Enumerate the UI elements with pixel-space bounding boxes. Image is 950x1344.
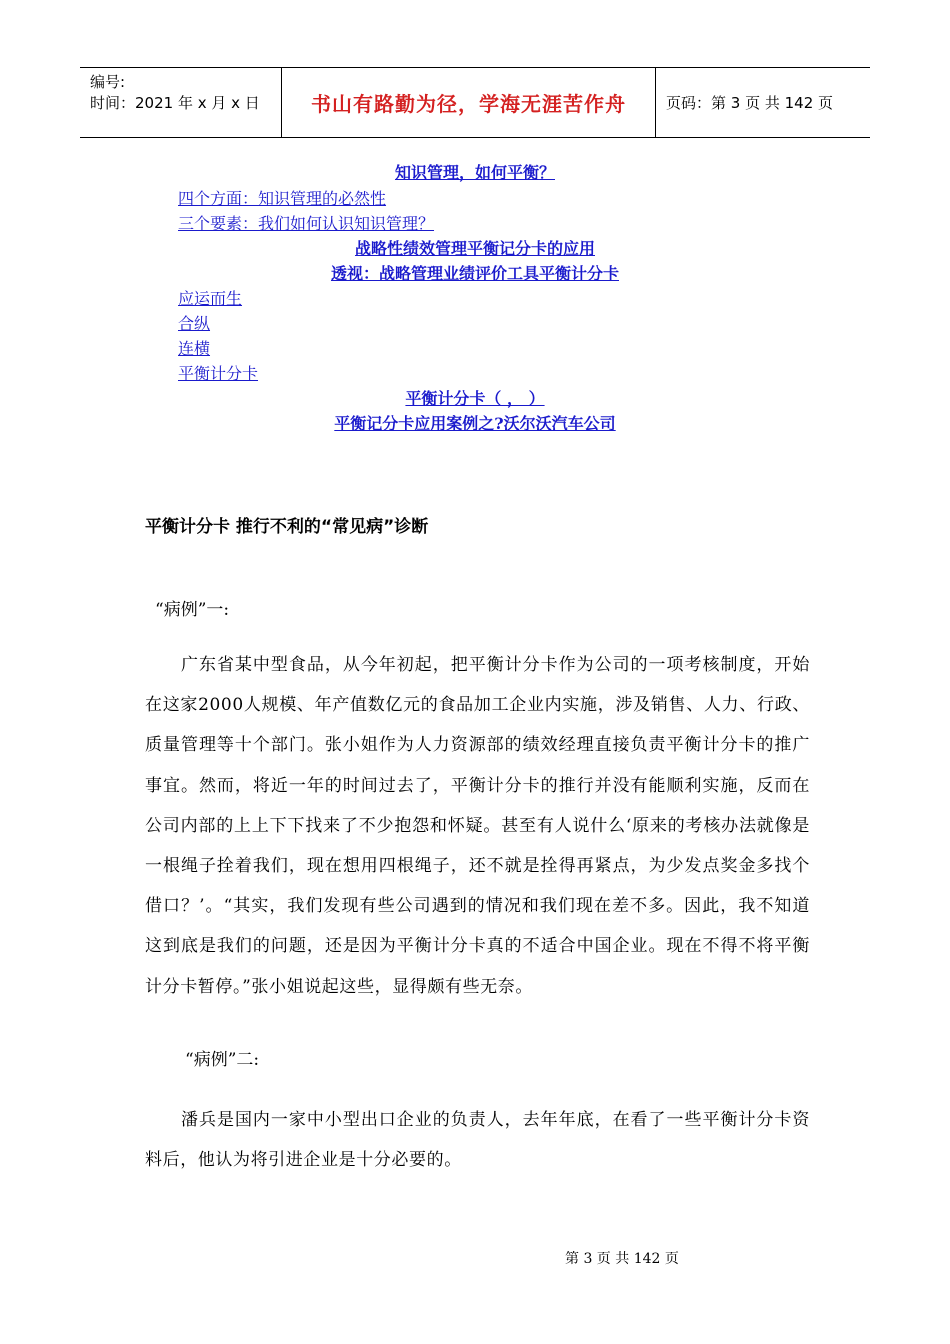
case1-label: “病例”一: [155, 600, 230, 620]
case1-paragraph: 广东省某中型食品，从今年初起，把平衡计分卡作为公司的一项考核制度，开始在这家2000人规模、年产值数亿元的食品加工企业内实施，涉及销售、人力、行政、质量管理等十个部门。张小姐作为人力资源部的绩效经理直接负责平衡计分卡的推广事宜。然而，将近一年的时间过去了，平衡计分卡的推行并没有能顺利实施，反而在公司内部的上上下下找来了不少抱怨和怀疑。甚至有人说什么‘原来的考核办法就像是一根绳子拴着我们，现在想用四根绳子，还不就是拴得再紧点，为少发点奖金多找个借口？’。“其实，我们发现有些公司遇到的情况和我们现在差不多。因此，我不知道这到底是我们的问题，还是因为平衡计分卡真的不适合中国企业。现在不得不将平衡计分卡暂停。”张小姐说起这些，显得颇有些无奈。 [145, 655, 810, 997]
toc-link-perspective[interactable]: 透视：战略管理业绩评价工具平衡计分卡 [330, 264, 619, 283]
serial-number-label: 编号: [90, 73, 126, 91]
toc-link-emergence[interactable]: 应运而生 [178, 289, 243, 308]
toc-link-vertical-alliance[interactable]: 合纵 [178, 314, 211, 333]
toc-link-volvo-case[interactable]: 平衡记分卡应用案例之?沃尔沃汽车公司 [334, 414, 616, 433]
footer-page-number: 第 3 页 共 142 页 [565, 1251, 679, 1267]
document-header [80, 67, 870, 138]
toc-link-balanced-scorecard-paren[interactable]: 平衡计分卡（ ， ） [405, 389, 545, 408]
header-page-label: 页码：第 3 页 共 142 页 [666, 94, 834, 112]
article-heading: 平衡计分卡 推行不利的“常见病”诊断 [145, 517, 429, 537]
toc-link-four-aspects[interactable]: 四个方面：知识管理的必然性 [178, 189, 387, 208]
case2-paragraph: 潘兵是国内一家中小型出口企业的负责人，去年年底，在看了一些平衡计分卡资料后，他认为将引进企业是十分必要的。 [145, 1110, 810, 1171]
toc-link-balanced-scorecard[interactable]: 平衡计分卡 [178, 364, 259, 383]
header-motto: 书山有路勤为径，学海无涯苦作舟 [282, 68, 656, 137]
case2-label: “病例”二: [185, 1050, 260, 1070]
time-label: 时间：2021 年 x 月 x 日 [90, 94, 260, 112]
toc-link-three-elements[interactable]: 三个要素：我们如何认识知识管理？ [178, 214, 435, 233]
header-meta-cell [80, 68, 282, 137]
toc-link-knowledge-balance[interactable]: 知识管理，如何平衡？ [394, 163, 555, 182]
toc-link-strategic-performance[interactable]: 战略性绩效管理平衡记分卡的应用 [354, 239, 595, 258]
toc-link-horizontal-alliance[interactable]: 连横 [178, 339, 211, 358]
